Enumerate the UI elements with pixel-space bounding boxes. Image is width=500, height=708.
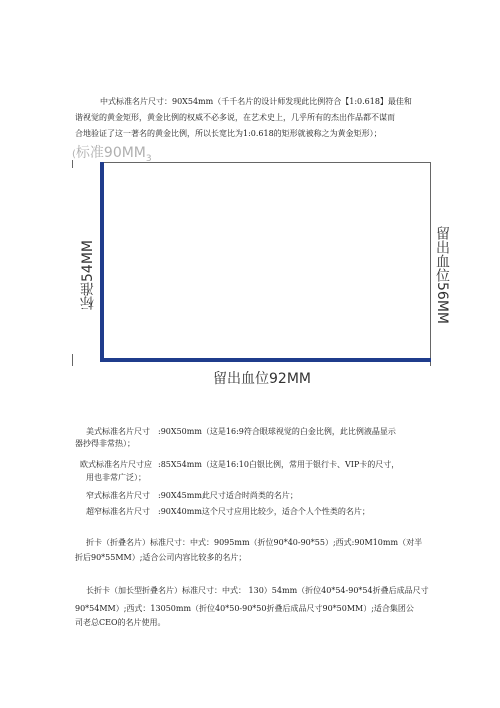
diagram-top-label-main: 标准90MM bbox=[75, 145, 146, 161]
long-line-2: 90*54MM）;西式：13050mm（折位40*50-90*50折叠后成品尺寸90*50MM）;适合集团公 bbox=[75, 604, 414, 613]
narrow-value: :90X45mm此尺寸适合时尚类的名片； bbox=[158, 491, 298, 500]
eu-label: 欧式标准名片尺寸应 bbox=[80, 460, 152, 469]
narrow-label: 窄式标准名片尺寸 bbox=[86, 491, 150, 500]
left-tick-top bbox=[72, 160, 73, 168]
eu-cont: 用也非常广泛）； bbox=[86, 473, 146, 482]
intro-line-1: 中式标准名片尺寸：90X54mm（千千名片的设计师发现此比例符合【1:0.618】最佳和 bbox=[100, 97, 412, 106]
card-bottom-edge bbox=[100, 358, 431, 362]
diagram-top-label: (标准$90MM_3$ bbox=[72, 145, 152, 164]
eu-value: :85X54mm（这是16:10白银比例，常用于银行卡、VIP卡的尺寸， bbox=[158, 460, 400, 469]
fold-line-2: 折后90*55MM）;适合公司内容比较多的名片； bbox=[75, 553, 247, 562]
us-label: 美式标准名片尺寸 bbox=[86, 427, 150, 436]
us-cont: 器抄得非常热）； bbox=[75, 439, 135, 448]
diagram-top-label-sub: 3 bbox=[145, 153, 152, 164]
diagram-bottom-label: 留出血位92MM bbox=[213, 371, 311, 387]
diagram-left-label: 标准54MM bbox=[80, 240, 96, 310]
card-left-edge bbox=[100, 162, 104, 362]
us-value: :90X50mm（这是16:9符合眼球视觉的白金比例，此比例液晶显示 bbox=[158, 427, 396, 436]
fold-line-1: 折卡（折叠名片）标准尺寸：中式：9095mm（折位90*40-90*55）;西式:90M10mm（对半 bbox=[86, 538, 423, 547]
diagram-right-label: 留出血位56MM bbox=[434, 226, 450, 324]
long-line-1: 长折卡（加长型折叠名片）标准尺寸：中式： 130）54mm（折位40*54-90*54折叠后成品尺寸 bbox=[86, 586, 429, 595]
left-tick-bottom bbox=[72, 354, 73, 366]
card-outline bbox=[100, 162, 431, 361]
intro-line-2: 谐视觉的黄金矩形，黄金比例的权威不必多说，在艺术史上，几乎所有的杰出作品都不谋而 bbox=[75, 113, 395, 122]
ultra-value: :90X40mm这个尺寸应用比较少，适合个人个性类的名片； bbox=[158, 507, 370, 516]
ultra-label: 超窄标准名片尺寸 bbox=[86, 507, 150, 516]
long-line-3: 司老总CEO的名片使用。 bbox=[75, 618, 166, 627]
intro-line-3: 合地验证了这一著名的黄金比例，所以长宽比为1:0.618的矩形就被称之为黄金矩形）； bbox=[75, 129, 382, 138]
